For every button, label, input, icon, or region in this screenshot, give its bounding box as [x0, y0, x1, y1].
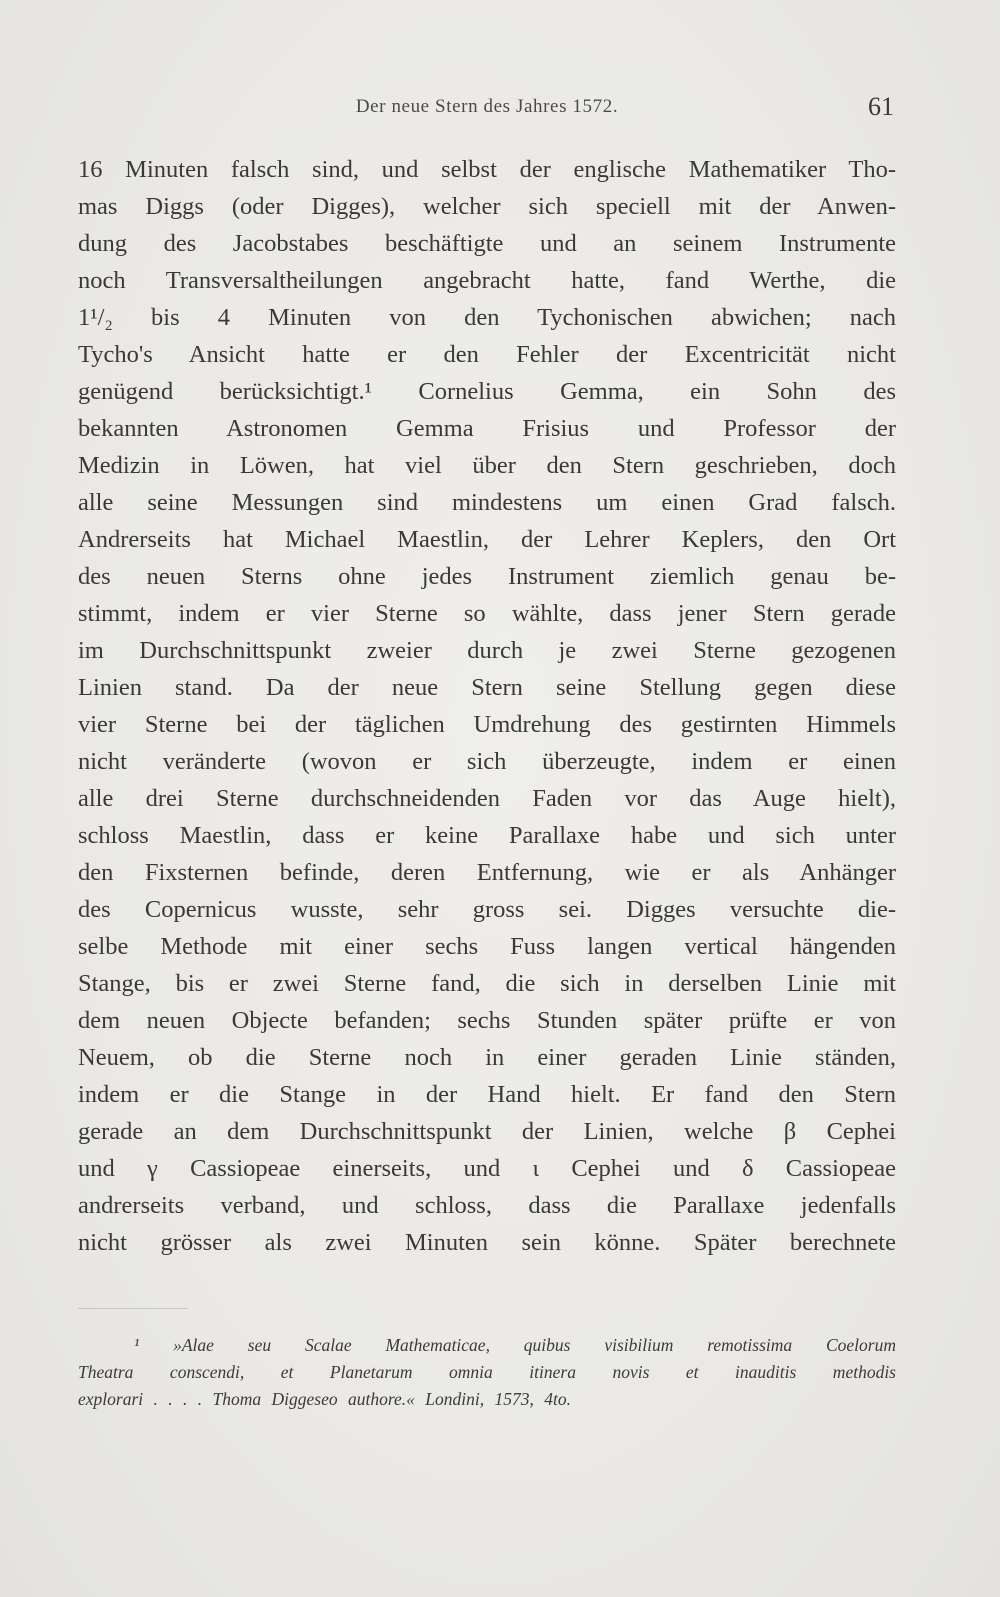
- text-line: und γ Cassiopeae einerseits, und ι Cephei und δ Cassiopeae: [78, 1155, 896, 1182]
- text-line: noch Transversaltheilungen angebracht hatte, fand Werthe, die: [78, 267, 896, 294]
- running-title: Der neue Stern des Jahres 1572.: [355, 96, 619, 117]
- text-line: nicht grösser als zwei Minuten sein könne. Später berechnete: [78, 1229, 896, 1256]
- text-line: alle drei Sterne durchschneidenden Faden vor das Auge hielt),: [78, 785, 896, 812]
- text-line: Medizin in Löwen, hat viel über den Stern geschrieben, doch: [78, 452, 896, 479]
- text-line: gerade an dem Durchschnittspunkt der Linien, welche β Cephei: [78, 1118, 896, 1145]
- text-line: Neuem, ob die Sterne noch in einer geraden Linie ständen,: [78, 1044, 896, 1071]
- text-line: vier Sterne bei der täglichen Umdrehung des gestirnten Himmels: [78, 711, 896, 738]
- body-text: [78, 151, 896, 1261]
- text-line: genügend berücksichtigt.¹ Cornelius Gemma, ein Sohn des: [78, 378, 896, 405]
- text-line: selbe Methode mit einer sechs Fuss langen vertical hängenden: [78, 933, 896, 960]
- text-line: andrerseits verband, und schloss, dass die Parallaxe jedenfalls: [78, 1192, 896, 1219]
- text-line: indem er die Stange in der Hand hielt. Er fand den Stern: [78, 1081, 896, 1108]
- text-line: nicht veränderte (wovon er sich überzeugte, indem er einen: [78, 748, 896, 775]
- text-line: 1¹/₂ bis 4 Minuten von den Tychonischen abwichen; nach: [78, 304, 896, 331]
- text-line: des Copernicus wusste, sehr gross sei. Digges versuchte die-: [78, 896, 896, 923]
- text-line: Tycho's Ansicht hatte er den Fehler der Excentricität nicht: [78, 341, 896, 368]
- text-line: des neuen Sterns ohne jedes Instrument ziemlich genau be-: [78, 563, 896, 590]
- text-line: stimmt, indem er vier Sterne so wählte, dass jener Stern gerade: [78, 600, 896, 627]
- running-head: [78, 92, 896, 128]
- footnote-line: Theatra conscendi, et Planetarum omnia itinera novis et inauditis methodis: [78, 1362, 896, 1382]
- text-line: dem neuen Objecte befanden; sechs Stunden später prüfte er von: [78, 1007, 896, 1034]
- footnotes: [78, 1332, 896, 1413]
- footnote-line: ¹ »Alae seu Scalae Mathematicae, quibus visibilium remotissima Coelorum: [134, 1335, 896, 1355]
- footnote-line: explorari . . . . Thoma Diggeseo authore.« Londini, 1573, 4to.: [78, 1389, 571, 1409]
- text-line: im Durchschnittspunkt zweier durch je zwei Sterne gezogenen: [78, 637, 896, 664]
- text-line: Stange, bis er zwei Sterne fand, die sich in derselben Linie mit: [78, 970, 896, 997]
- text-line: alle seine Messungen sind mindestens um einen Grad falsch.: [78, 489, 896, 516]
- text-line: Linien stand. Da der neue Stern seine Stellung gegen diese: [78, 674, 896, 701]
- text-line: mas Diggs (oder Digges), welcher sich speciell mit der Anwen-: [78, 193, 896, 220]
- text-line: 16 Minuten falsch sind, und selbst der englische Mathematiker Tho-: [78, 156, 896, 183]
- text-line: den Fixsternen befinde, deren Entfernung, wie er als Anhänger: [78, 859, 896, 886]
- text-line: Andrerseits hat Michael Maestlin, der Lehrer Keplers, den Ort: [78, 526, 896, 553]
- text-line: bekannten Astronomen Gemma Frisius und Professor der: [78, 415, 896, 442]
- text-line: dung des Jacobstabes beschäftigte und an seinem Instrumente: [78, 230, 896, 257]
- text-line: schloss Maestlin, dass er keine Parallaxe habe und sich unter: [78, 822, 896, 849]
- page-number: 61: [868, 92, 894, 121]
- footnote-divider: [78, 1308, 188, 1309]
